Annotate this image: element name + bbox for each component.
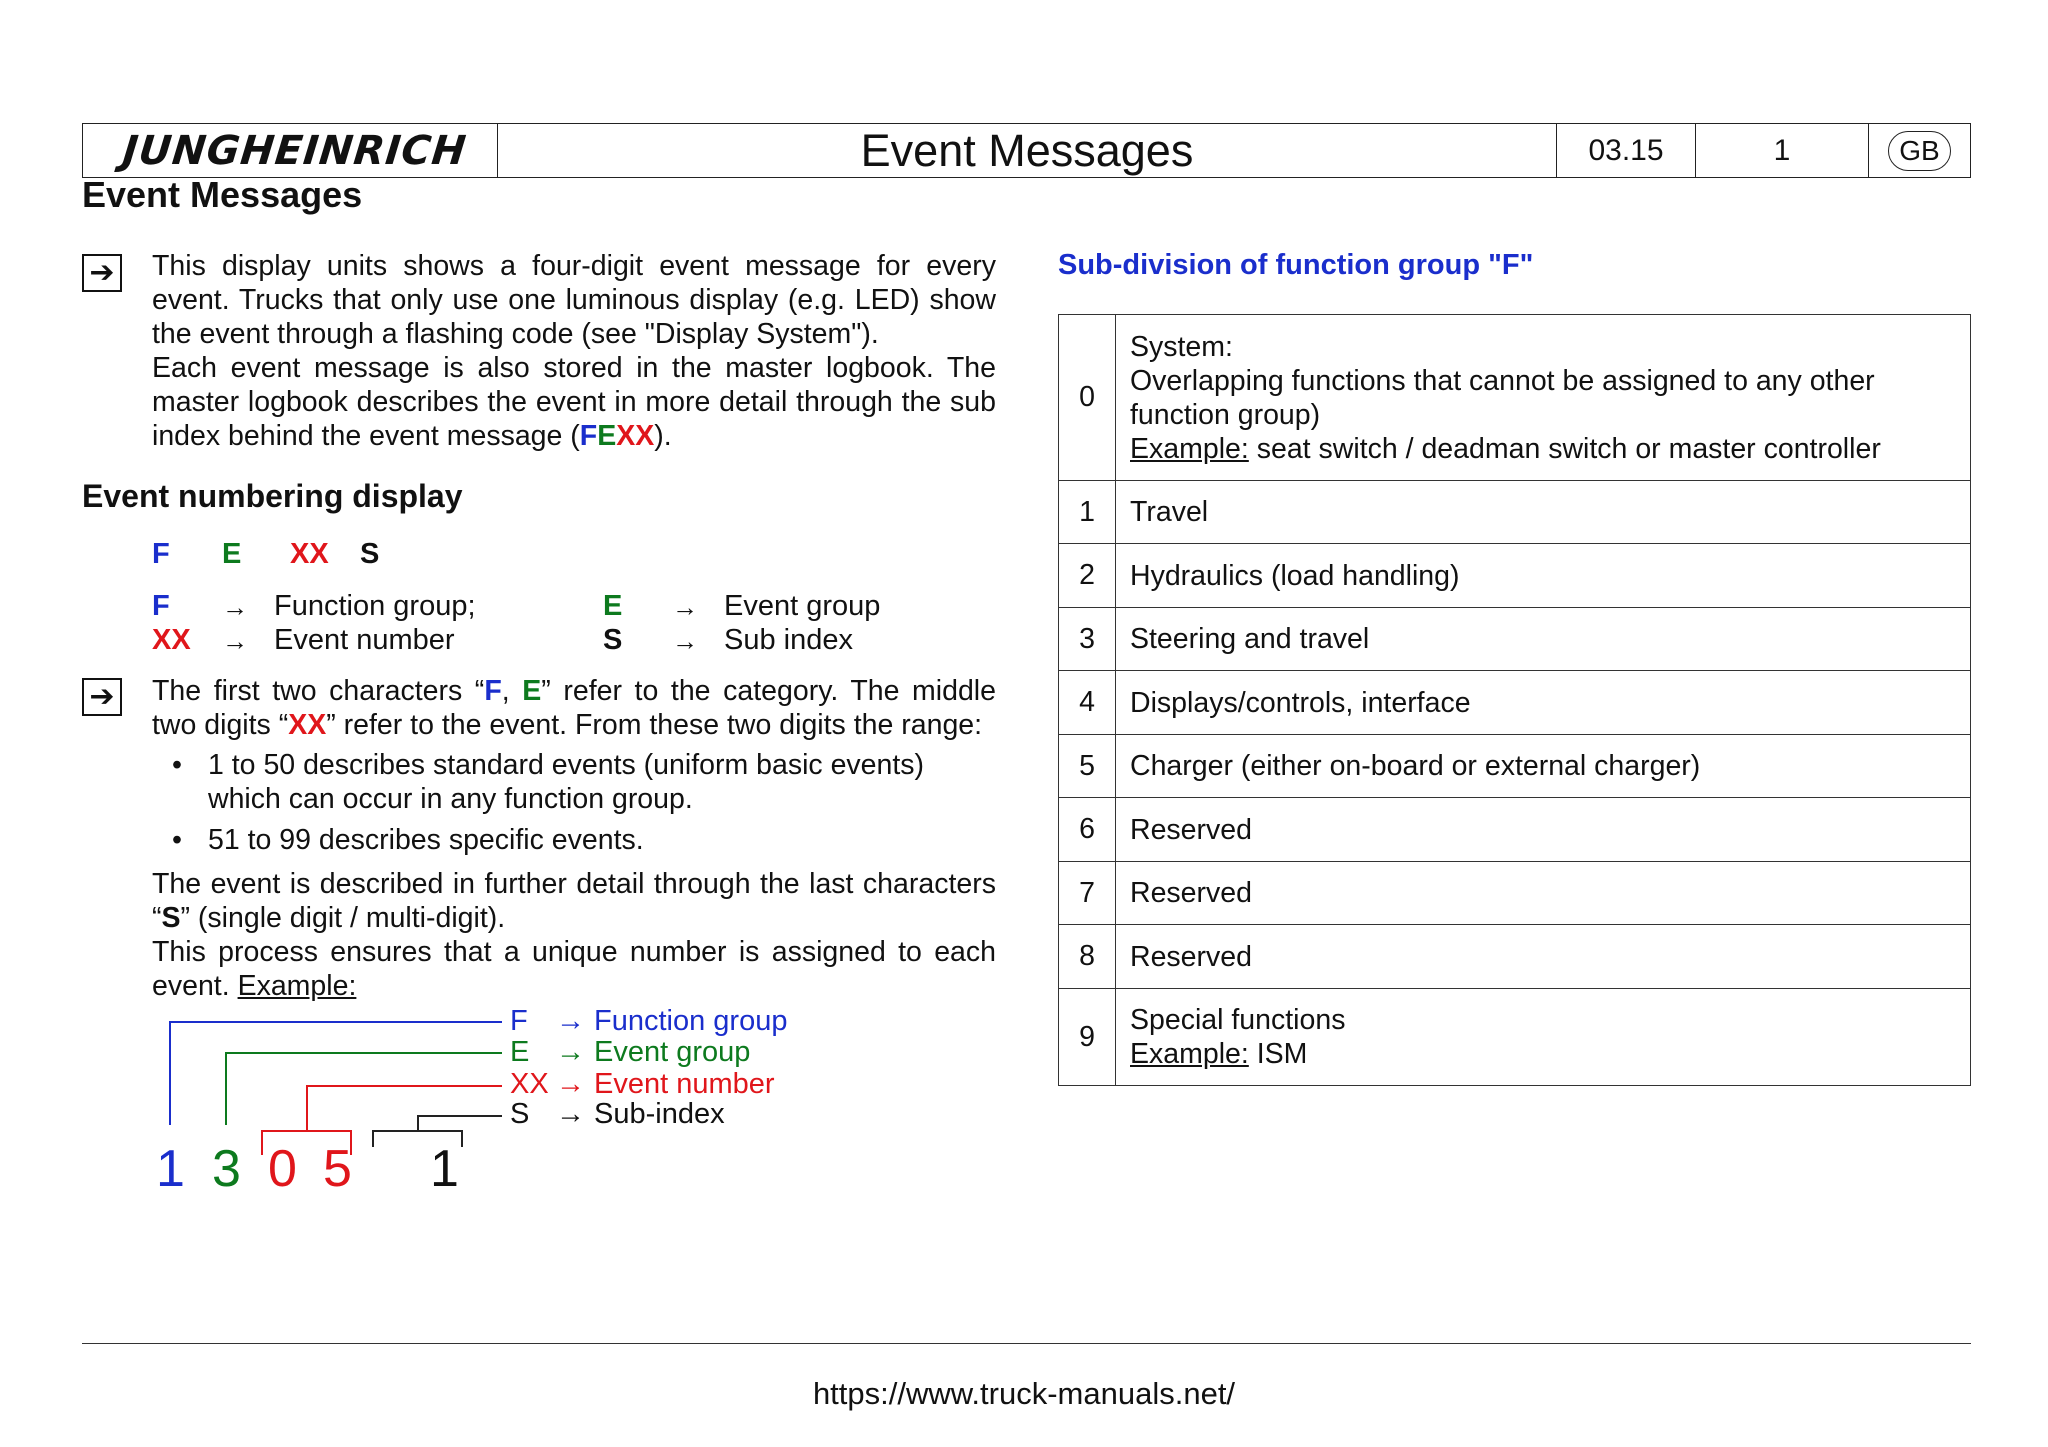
category-paragraph (152, 674, 996, 742)
subdivision-heading: Sub-division of function group "F" (1058, 249, 1534, 281)
legend-text-event-group: Event group (724, 590, 881, 622)
legend-key-e: E (603, 590, 623, 622)
example-code-diagram (140, 1005, 840, 1205)
example-text-function-group: Function group (594, 1005, 788, 1037)
code-e: E (597, 420, 617, 452)
intro-line: Each event message is also stored in the master logbook. The (152, 352, 996, 384)
function-group-description: Charger (either on-board or external charger) (1116, 735, 1971, 798)
connector-event-group (226, 1053, 502, 1125)
code-letter-f: F (152, 538, 170, 570)
intro-line: This display units shows a four-digit event message for every (152, 250, 996, 282)
table-row (1059, 315, 1971, 481)
legend-key-xx: XX (152, 624, 191, 656)
function-group-number: 6 (1059, 798, 1116, 862)
code-e: E (522, 675, 542, 707)
description-line: Overlapping functions that cannot be assigned to any other (1130, 364, 1875, 397)
function-group-number: 5 (1059, 735, 1116, 798)
category-text: ” refer to the category. The middle (541, 675, 996, 707)
intro-line: the event through a flashing code (see "Display System"). (152, 318, 879, 350)
intro-text: ). (654, 420, 672, 452)
legend-text-sub-index: Sub index (724, 624, 853, 656)
intro-line: master logbook describes the event in more detail through the sub (152, 386, 996, 418)
list-item (172, 748, 924, 816)
example-label-xx: XX (510, 1068, 549, 1100)
category-line-1 (152, 674, 996, 708)
footer-divider (82, 1343, 1971, 1344)
code-letter-xx: XX (290, 538, 329, 570)
example-label: Example: (1130, 432, 1249, 465)
table-row (1059, 862, 1971, 925)
page-title: Event Messages (82, 174, 363, 215)
example-text-event-number: Event number (594, 1068, 775, 1100)
header-page-number: 1 (1696, 124, 1869, 177)
legend-text-function-group: Function group; (274, 590, 476, 622)
function-group-description: Steering and travel (1116, 608, 1971, 671)
function-group-number: 7 (1059, 862, 1116, 925)
detail-line (152, 969, 996, 1003)
intro-text: index behind the event message ( (152, 420, 580, 452)
code-s: S (161, 902, 181, 934)
function-group-description: Reserved (1116, 925, 1971, 989)
description-line: function group) (1130, 398, 1321, 431)
table-row (1059, 671, 1971, 735)
brand-logo: JUNGHEINRICH (120, 127, 469, 174)
function-group-number: 2 (1059, 544, 1116, 608)
function-group-table (1058, 314, 1971, 1086)
connector-function-group (170, 1022, 502, 1125)
example-digit-function-group: 1 (156, 1140, 185, 1198)
example-label-e: E (510, 1036, 530, 1068)
function-group-description: Travel (1116, 481, 1971, 544)
header-date: 03.15 (1557, 124, 1696, 177)
table-row (1059, 735, 1971, 798)
legend-arrow: → (222, 592, 248, 622)
legend-text-event-number: Event number (274, 624, 455, 656)
header-title: Event Messages (498, 124, 1557, 177)
intro-paragraph (152, 249, 996, 453)
detail-line: This process ensures that a unique number is assigned to each (152, 936, 996, 968)
legend-key-f: F (152, 590, 170, 622)
function-group-number: 8 (1059, 925, 1116, 989)
function-group-number: 9 (1059, 989, 1116, 1086)
function-group-description: Reserved (1116, 862, 1971, 925)
example-arrow: → (556, 1098, 585, 1130)
category-line-2 (152, 708, 996, 742)
detail-line (152, 901, 996, 935)
example-label: Example: (1130, 1038, 1249, 1070)
function-group-description (1116, 315, 1971, 481)
detail-line: The event is described in further detail through the last characters (152, 868, 996, 900)
example-text: seat switch / deadman switch or master controller (1248, 432, 1881, 465)
function-group-number: 3 (1059, 608, 1116, 671)
category-text: , (501, 675, 523, 707)
code-xx: XX (616, 420, 655, 452)
description-example (1130, 432, 1956, 466)
table-row (1059, 989, 1971, 1086)
example-arrow: → (556, 1005, 585, 1037)
function-group-description: Reserved (1116, 798, 1971, 862)
description-line: Special functions (1130, 1004, 1346, 1036)
code-f: F (579, 420, 598, 452)
section-heading-numbering: Event numbering display (82, 478, 463, 514)
table-row (1059, 544, 1971, 608)
connector-event-number (307, 1086, 502, 1131)
legend-key-s: S (603, 624, 623, 656)
code-f: F (484, 675, 502, 707)
example-text-sub-index: Sub-index (594, 1098, 725, 1130)
detail-text: ” (single digit / multi-digit). (180, 902, 506, 934)
category-text: ” refer to the event. From these two digits the range: (326, 709, 983, 741)
function-group-number: 0 (1059, 315, 1116, 481)
legend-arrow: → (672, 626, 698, 656)
list-item (172, 823, 924, 857)
function-group-number: 1 (1059, 481, 1116, 544)
language-cell (1869, 124, 1970, 177)
arrow-right-note-icon: ➔ (82, 254, 122, 292)
language-badge: GB (1888, 131, 1950, 171)
detail-text: “ (152, 902, 162, 934)
arrow-right-note-icon: ➔ (82, 678, 122, 716)
example-digit-sub-index: 1 (430, 1140, 459, 1198)
legend-arrow: → (672, 592, 698, 622)
brand-logo-cell (83, 124, 498, 177)
table-row (1059, 608, 1971, 671)
table-row (1059, 798, 1971, 862)
example-text: ISM (1248, 1038, 1308, 1070)
code-letter-e: E (222, 538, 242, 570)
example-label-s: S (510, 1098, 530, 1130)
example-arrow: → (556, 1068, 585, 1100)
code-xx: XX (288, 709, 327, 741)
example-digit-event-number: 5 (323, 1140, 352, 1198)
example-label: Example: (237, 970, 357, 1002)
table-row (1059, 925, 1971, 989)
description-example (1130, 1037, 1956, 1071)
intro-line: event. Trucks that only use one luminous display (e.g. LED) show (152, 284, 996, 316)
detail-text: event. (152, 970, 238, 1002)
description-line: System: (1130, 330, 1233, 363)
footer-url[interactable]: https://www.truck-manuals.net/ (812, 1376, 1236, 1411)
intro-line-last (152, 419, 996, 453)
function-group-description (1116, 989, 1971, 1086)
detail-paragraph (152, 867, 996, 1003)
example-arrow: → (556, 1036, 585, 1068)
category-text: two digits “ (152, 709, 289, 741)
bullet-line: • 51 to 99 describes specific events. (208, 824, 644, 856)
example-text-event-group: Event group (594, 1036, 751, 1068)
category-text: The first two characters “ (152, 675, 485, 707)
example-label-f: F (510, 1005, 528, 1037)
example-digit-event-group: 3 (212, 1140, 241, 1198)
legend-arrow: → (222, 626, 248, 656)
connector-sub-index (418, 1116, 502, 1131)
bullet-line: • 1 to 50 describes standard events (uniform basic events) (208, 749, 925, 781)
range-bullet-list (172, 748, 924, 864)
document-header (82, 123, 1971, 178)
function-group-description: Hydraulics (load handling) (1116, 544, 1971, 608)
table-row (1059, 481, 1971, 544)
example-digit-event-number: 0 (268, 1140, 297, 1198)
function-group-number: 4 (1059, 671, 1116, 735)
code-letter-s: S (360, 538, 380, 570)
function-group-description: Displays/controls, interface (1116, 671, 1971, 735)
bullet-line: which can occur in any function group. (208, 783, 693, 815)
